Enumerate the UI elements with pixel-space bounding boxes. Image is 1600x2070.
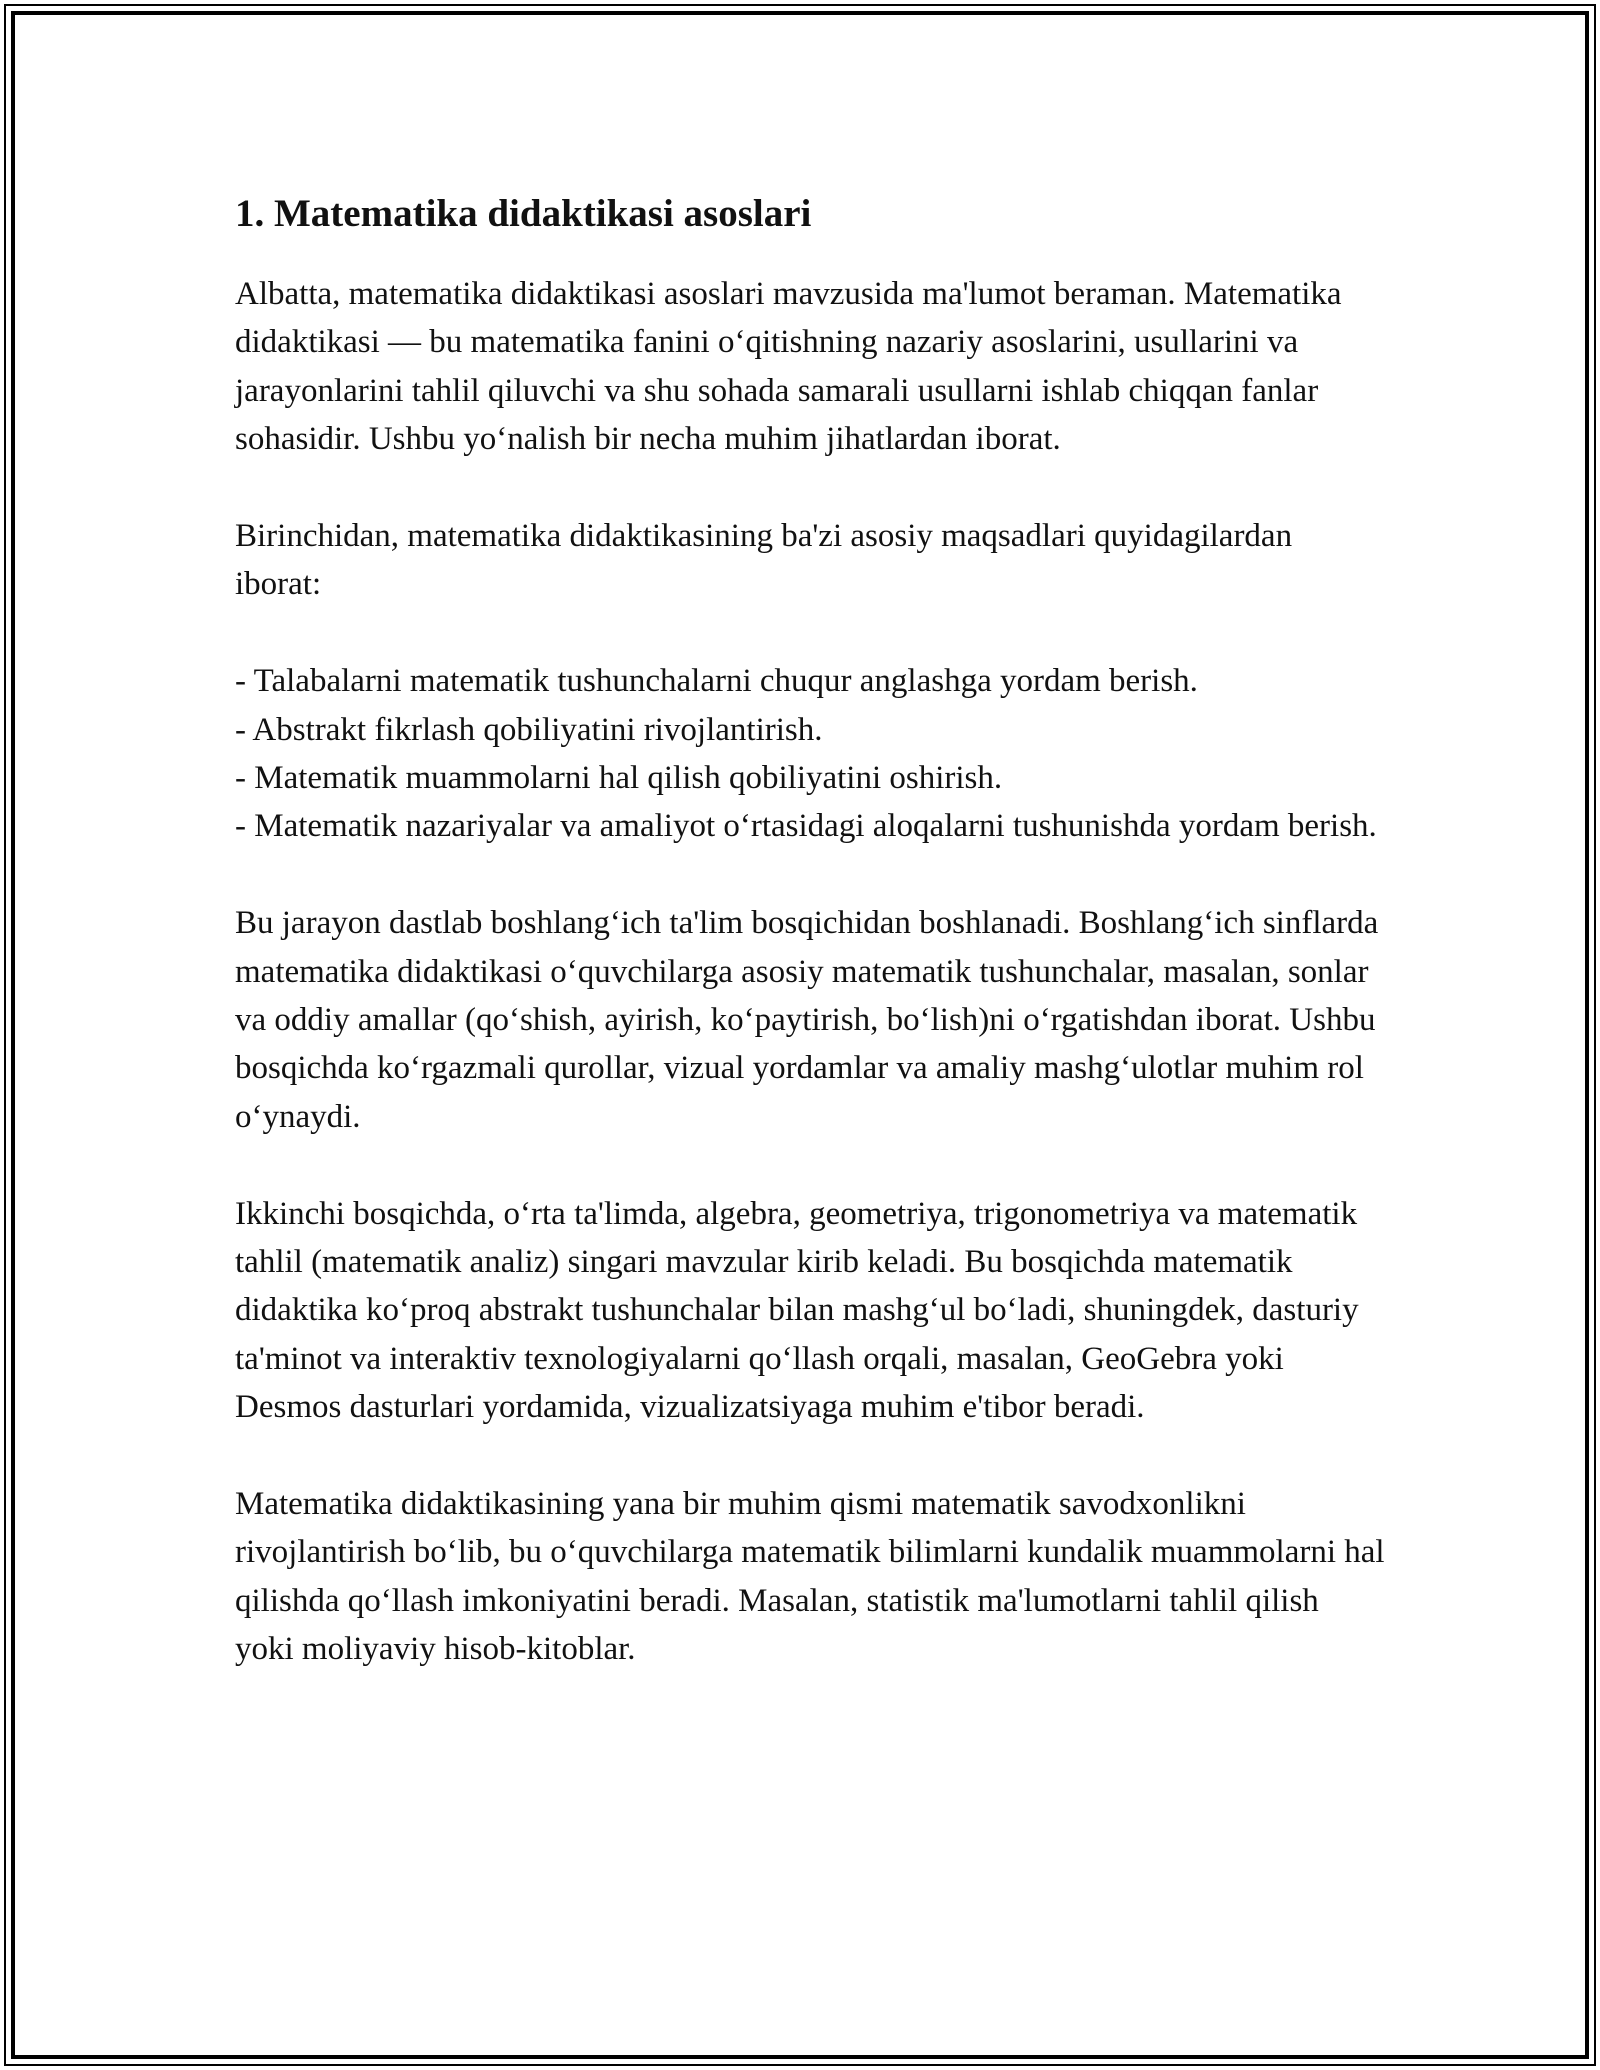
list-item: - Matematik nazariyalar va amaliyot oʻrtasidagi aloqalarni tushunishda yordam berish. — [235, 808, 1377, 845]
goals-intro-paragraph: Birinchidan, matematika didaktikasining ba'zi asosiy maqsadlari quyidagilardan iborat: — [235, 518, 1293, 603]
document-body — [235, 186, 1385, 1722]
goals-list — [235, 657, 1385, 851]
secondary-stage-paragraph: Ikkinchi bosqichda, oʻrta ta'limda, algebra, geometriya, trigonometriya va matematik tahlil (matematik analiz) singari mavzular kirib keladi. Bu bosqichda matematik didaktika koʻproq abstrakt tushunchalar bilan mashgʻul boʻladi, shuningdek, dasturiy ta'minot va interaktiv texnologiyalarni qoʻllash orqali, masalan, GeoGebra yoki Desmos dasturlari yordamida, vizualizatsiyaga muhim e'tibor beradi. — [235, 1195, 1359, 1426]
list-item: - Talabalarni matematik tushunchalarni chuqur anglashga yordam berish. — [235, 663, 1198, 700]
primary-stage-paragraph: Bu jarayon dastlab boshlangʻich ta'lim bosqichidan boshlanadi. Boshlangʻich sinflarda matematika didaktikasi oʻquvchilarga asosiy matematik tushunchalar, masalan, sonlar va oddiy amallar (qoʻshish, ayirish, koʻpaytirish, boʻlish)ni oʻrgatishdan iborat. Ushbu bosqichda koʻrgazmali qurollar, vizual yordamlar va amaliy mashgʻulotlar muhim rol oʻynaydi. — [235, 905, 1379, 1135]
page-title: 1. Matematika didaktikasi asoslari — [235, 192, 812, 235]
list-item: - Abstrakt fikrlash qobiliyatini rivojlantirish. — [235, 711, 823, 748]
literacy-paragraph: Matematika didaktikasining yana bir muhim qismi matematik savodxonlikni rivojlantirish boʻlib, bu oʻquvchilarga matematik bilimlarni kundalik muammolarni hal qilishda qoʻllash imkoniyatini beradi. Masalan, statistik ma'lumotlarni tahlil qilish yoki moliyaviy hisob-kitoblar. — [235, 1486, 1385, 1668]
intro-paragraph: Albatta, matematika didaktikasi asoslari mavzusida ma'lumot beraman. Matematika didaktikasi — bu matematika fanini oʻqitishning nazariy asoslarini, usullarini va jarayonlarini tahlil qiluvchi va shu sohada samarali usullarni ishlab chiqqan fanlar sohasidir. Ushbu yoʻnalish bir necha muhim jihatlardan iborat. — [235, 276, 1342, 458]
list-item: - Matematik muammolarni hal qilish qobiliyatini oshirish. — [235, 760, 1003, 797]
